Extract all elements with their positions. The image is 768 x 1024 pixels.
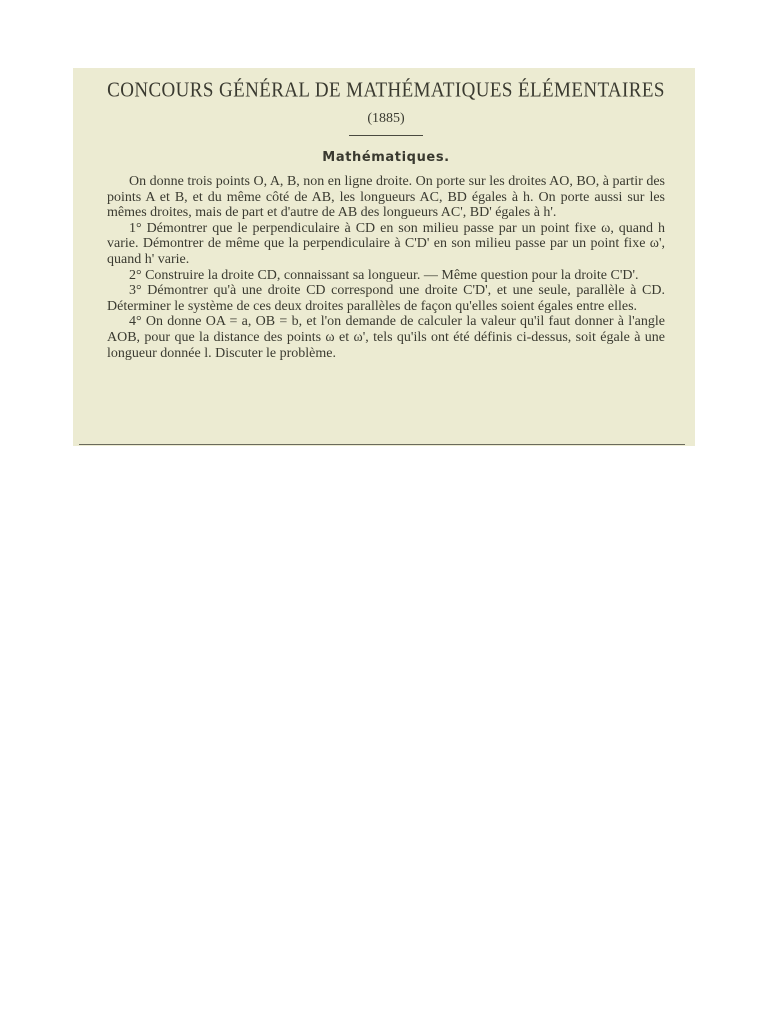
page-title: CONCOURS GÉNÉRAL DE MATHÉMATIQUES ÉLÉMENTAIRES xyxy=(107,78,665,103)
paragraph-question-4: 4° On donne OA = a, OB = b, et l'on demande de calculer la valeur qu'il faut donner à l'angle AOB, pour que la distance des points ω et ω', tels qu'ils ont été définis ci-dessus, soit égale à une longueur donnée l. Discuter le problème. xyxy=(107,314,665,361)
scanned-page xyxy=(73,68,695,446)
year-label: (1885) xyxy=(367,111,405,126)
title-divider xyxy=(349,135,423,136)
paragraph-question-2: 2° Construire la droite CD, connaissant sa longueur. — Même question pour la droite C'D'. xyxy=(129,267,639,283)
paragraph-question-3: 3° Démontrer qu'à une droite CD correspond une droite C'D', et une seule, parallèle à CD. Déterminer le système de ces deux droites parallèles de façon qu'elles soient égales entre elles. xyxy=(107,283,665,314)
paragraph-question-1: 1° Démontrer que le perpendiculaire à CD en son milieu passe par un point fixe ω, quand h varie. Démontrer de même que la perpendiculaire à C'D' en son milieu passe par un point fixe ω', quand h' varie. xyxy=(107,220,665,267)
bottom-divider xyxy=(79,444,685,445)
paragraph-intro: On donne trois points O, A, B, non en ligne droite. On porte sur les droites AO, BO, à partir des points A et B, et du même côté de AB, les longueurs AC, BD égales à h. On porte aussi sur les mêmes droites, mais de part et d'autre de AB des longueurs AC', BD' égales à h'. xyxy=(107,174,665,221)
problem-text xyxy=(107,174,665,361)
section-title: Mathématiques. xyxy=(322,150,450,165)
